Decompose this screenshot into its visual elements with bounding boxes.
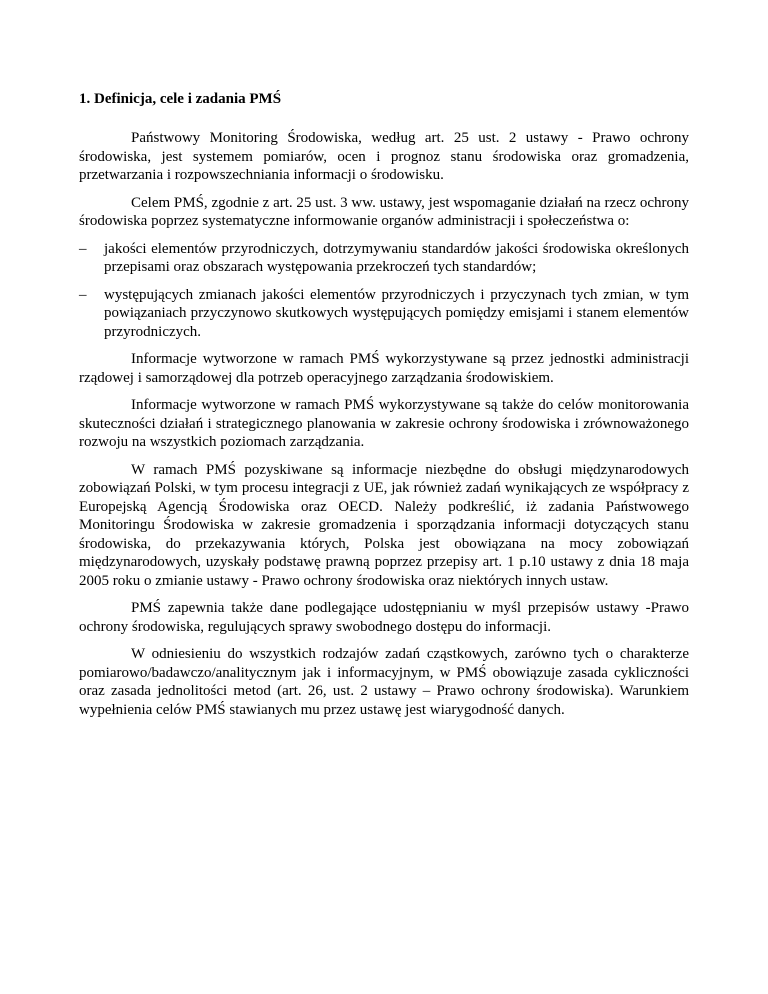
list-item-text: występujących zmianach jakości elementów przyrodniczych i przyczynach tych zmian, w tym powiązaniach przyczynowo skutkowych występujących pomiędzy emisjami i stanem elementów przyrodniczych. [104,286,689,340]
document-body [79,129,689,728]
list-item-text: jakości elementów przyrodniczych, dotrzymywaniu standardów jakości środowiska określonych przepisami oraz obszarach występowania przekroczeń tych standardów; [104,240,689,275]
dash-bullet-icon: – [79,240,87,257]
paragraph-data-access: PMŚ zapewnia także dane podlegające udostępnianiu w myśl przepisów ustawy -Prawo ochrony środowiska, regulujących sprawy swobodnego dostępu do informacji. [79,600,689,635]
paragraph-international: W ramach PMŚ pozyskiwane są informacje niezbędne do obsługi międzynarodowych zobowiązań Polski, w tym procesu integracji z UE, jak również zadań wynikających ze współpracy z Europejską Agencją Środowiska oraz OECD. Należy podkreślić, iż zadania Państwowego Monitoringu Środowiska w zakresie gromadzenia i sporządzania informacji dotyczących stanu środowiska, do przekazywania których, Polska jest obowiązana na mocy zobowiązań międzynarodowych, uzyskały podstawę prawną poprzez przepisy art. 1 p.10 ustawy z dnia 18 maja 2005 roku o zmianie ustawy - Prawo ochrony środowiska oraz niektórych innych ustaw. [79,461,689,589]
paragraph-definition: Państwowy Monitoring Środowiska, według art. 25 ust. 2 ustawy - Prawo ochrony środowiska, jest systemem pomiarów, ocen i prognoz stanu środowiska oraz gromadzenia, przetwarzania i rozpowszechniania informacji o środowisku. [79,130,689,183]
list-item [79,286,689,342]
paragraph-principles: W odniesieniu do wszystkich rodzajów zadań cząstkowych, zarówno tych o charakterze pomiarowo/badawczo/analitycznym jak i informacyjnym, w PMŚ obowiązuje zasada cykliczności oraz zasada jednolitości metod (art. 26, ust. 2 ustawy – Prawo ochrony środowiska). Warunkiem wypełnienia celów PMŚ stawianych mu przez ustawę jest wiarygodność danych. [79,646,689,718]
list-item [79,240,689,277]
section-heading: 1. Definicja, cele i zadania PMŚ [79,91,282,107]
paragraph-goal: Celem PMŚ, zgodnie z art. 25 ust. 3 ww. ustawy, jest wspomaganie działań na rzecz ochrony środowiska poprzez systematyczne informowanie organów administracji i społeczeństwa o: [79,194,689,229]
dash-bullet-icon: – [79,286,87,303]
goal-list [79,240,689,342]
paragraph-strategic-use: Informacje wytworzone w ramach PMŚ wykorzystywane są także do celów monitorowania skuteczności działań i strategicznego planowania w zakresie ochrony środowiska i zrównoważonego rozwoju na wszystkich poziomach zarządzania. [79,397,689,450]
paragraph-operational-use: Informacje wytworzone w ramach PMŚ wykorzystywane są przez jednostki administracji rządowej i samorządowej dla potrzeb operacyjnego zarządzania środowiskiem. [79,351,689,386]
